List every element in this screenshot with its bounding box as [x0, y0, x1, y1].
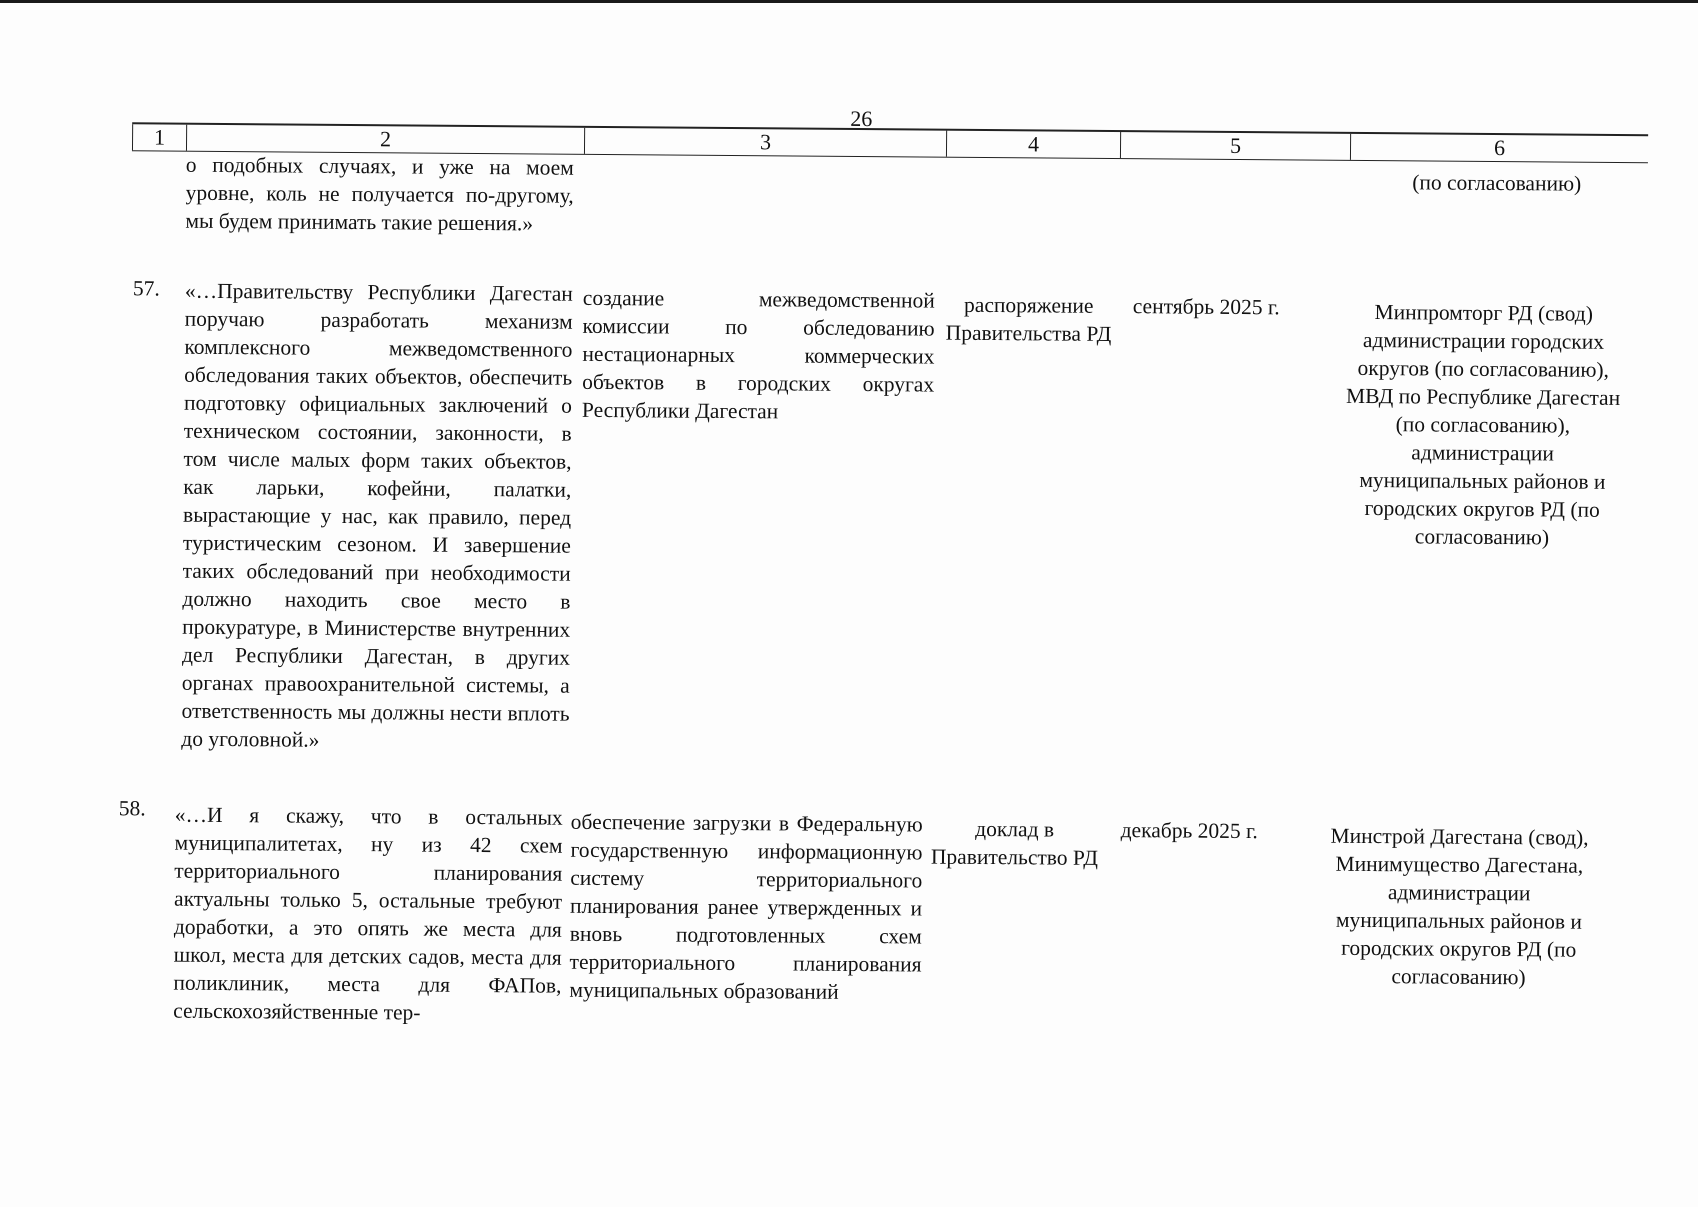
row-quote: «…Правительству Республики Дагестан поручаю разработать механизм комплексного межведомственного обследования таких объектов, обеспечить подготовку официальных заключений о техническом состоянии, законности, в том числе малых форм таких объектов, как ларьки, кофейни, палатки, вырастающие у нас, как правило, перед туристическим сезоном. И завершение таких обследований при необходимости должно находить свое место в прокуратуре, в Министерстве внутренних дел Республики Дагестан, в других органах правоохранительной системы, а ответственность мы должны нести вплоть до уголовной.» [181, 278, 573, 752]
row-number: 57. [132, 276, 160, 301]
continuation-text: о подобных случаях, и уже на моем уровне, коль не получается по-другому, мы будем принимать такие решения.» [185, 152, 574, 236]
page-number: 26 [850, 105, 873, 132]
row-form: распоряжение Правительства РД [945, 292, 1112, 346]
header-cell-4: 4 [946, 131, 1120, 158]
row-number: 58. [118, 796, 146, 821]
row-responsible: Минпромторг РД (свод) администрации городских округов (по согласованию), МВД по Республике Дагестан (по согласованию), администрации муниципальных районов и городских округов РД (по согласованию) [1345, 300, 1621, 550]
row-responsible: Минстрой Дагестана (свод), Минимущество Дагестана, администрации муниципальных районов и городских округов РД (по согласованию) [1330, 823, 1589, 990]
header-cell-1: 1 [132, 124, 186, 150]
row-deadline: декабрь 2025 г. [1120, 818, 1258, 844]
row-form: доклад в Правительство РД [930, 816, 1099, 870]
row-measure: создание межведомственной комиссии по обследованию нестационарных коммерческих объектов в городских округах Республики Дагестан [581, 285, 935, 424]
row-deadline: сентябрь 2025 г. [1132, 294, 1280, 320]
header-cell-3: 3 [584, 128, 946, 157]
header-cell-6: 6 [1350, 134, 1648, 162]
header-cell-2: 2 [186, 125, 584, 154]
header-cell-5: 5 [1120, 132, 1350, 160]
row-measure: обеспечение загрузки в Федеральную государственную информационную систему территориального планирования ранее утвержденных и вновь подготовленных схем территориального планирования муниципальных образований [569, 809, 923, 1004]
continuation-responsible: (по согласованию) [1412, 170, 1582, 196]
row-quote: «…И я скажу, что в остальных муниципалитетах, ну из 42 схем территориального планирования актуальны только 5, остальные требуют доработки, а это опять же места для школ, места для детских садов, места для поликлиник, места для ФАПов, сельскохозяйственные тер- [173, 802, 563, 1025]
